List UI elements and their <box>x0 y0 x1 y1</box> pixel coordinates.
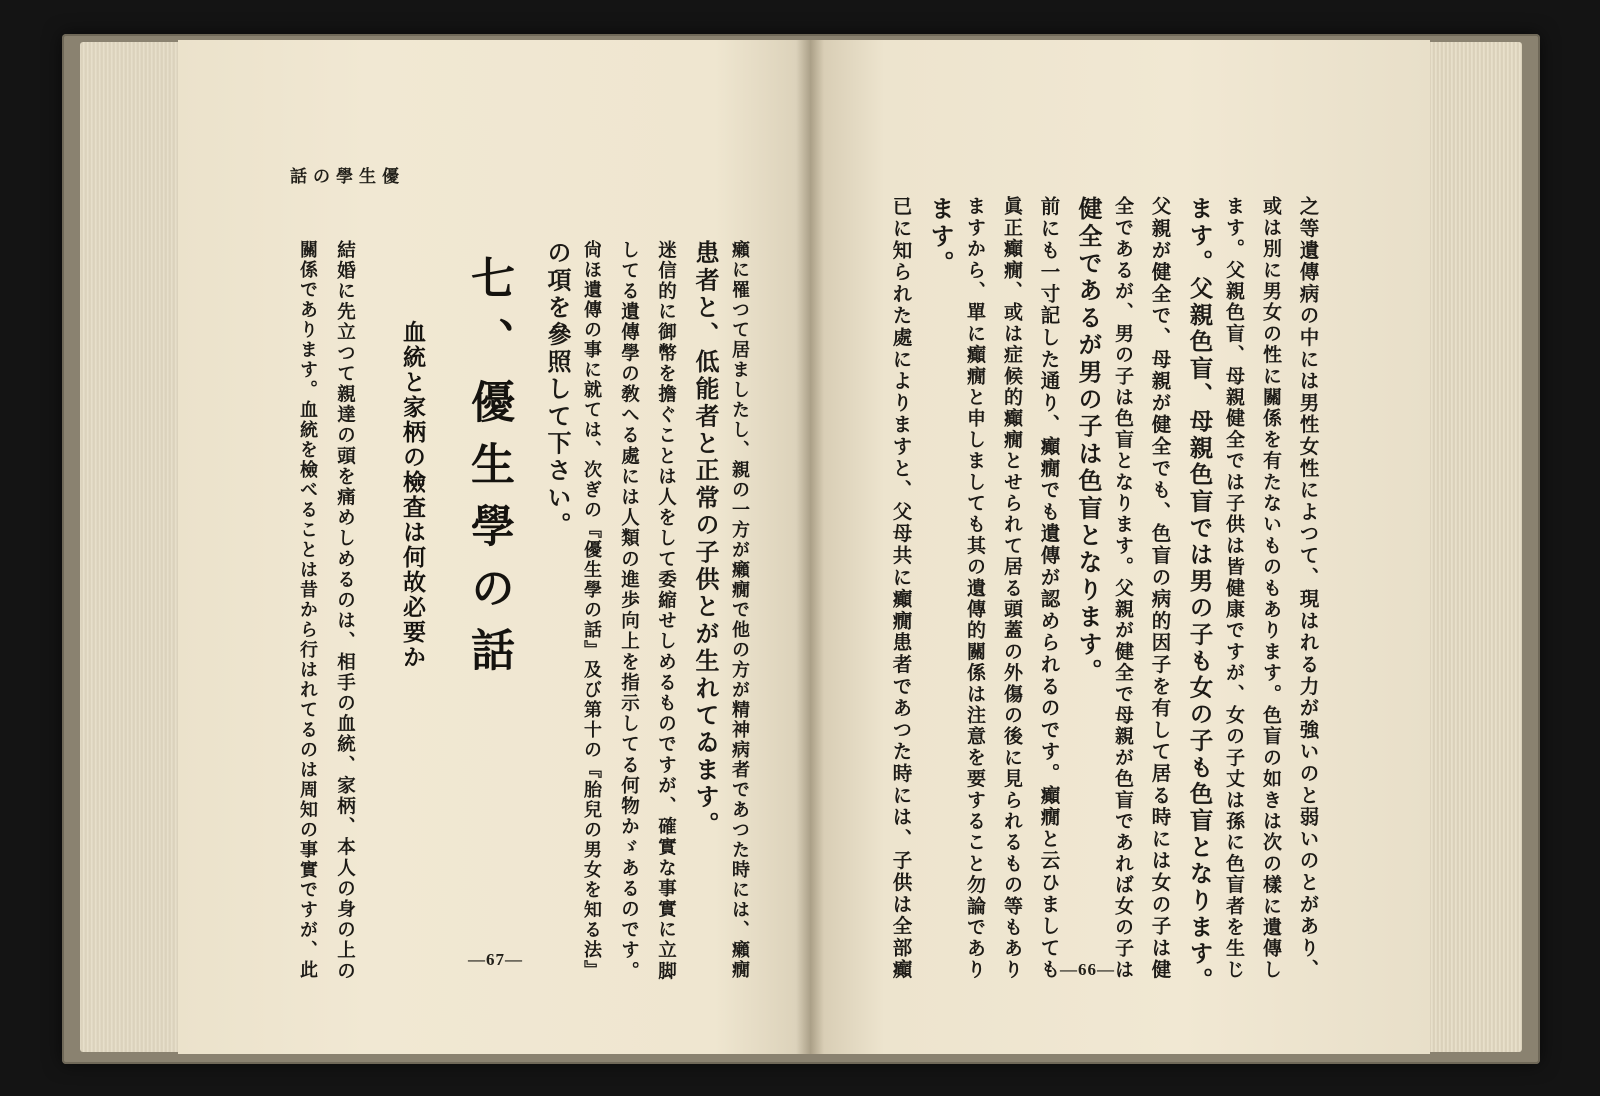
right-text-column: 或は別に男女の性に關係を有たないものもあります。色盲の如きは次の樣に遺傳し <box>1260 196 1282 981</box>
chapter-title: 七、優生學の話 <box>463 255 514 689</box>
running-header: 話の學生優 <box>290 167 405 187</box>
page-number-right: —66— <box>1060 960 1115 979</box>
book-gutter <box>796 40 824 1054</box>
right-text-column: ます。父親色盲、母親色盲では男の子も女の子も色盲となります。 <box>1185 196 1214 994</box>
section-subtitle: 血統と家柄の檢査は何故必要か <box>399 320 426 670</box>
left-text-column: 患者と、低能者と正常の子供とが生れてゐます。 <box>691 240 720 839</box>
right-text-column: 前にも一寸記した通り、癲癇でも遺傳が認められるのです。癲癇と云ひましても <box>1037 196 1061 981</box>
left-text-column: 尙ほ遺傳の事に就ては、次ぎの『優生學の話』及び第十の『胎兒の男女を知る法』 <box>581 240 602 980</box>
left-text-column: 癩に罹つて居ましたし、親の一方が癩癇で他の方が精神病者であつた時には、癩癇 <box>729 240 750 980</box>
right-text-column: 之等遺傳病の中には男性女性によつて、現はれる力が強いのと弱いのとがあり、 <box>1296 196 1320 981</box>
right-text-column: ます。 <box>926 196 955 278</box>
left-text-column: 關係であります。血統を檢べることは昔から行はれてるのは周知の事實ですが、此 <box>297 240 318 980</box>
page-edges-left <box>80 42 188 1052</box>
right-text-column: 眞正癲癇、或は症候的癲癇とせられて居る頭蓋の外傷の後に見られるもの等もあり <box>1001 196 1023 981</box>
page-number-left: —67— <box>468 950 523 969</box>
right-text-column: 全であるが、男の子は色盲となります。父親が健全で母親が色盲であれば女の子は <box>1112 196 1134 981</box>
right-text-column: 父親が健全で、母親が健全でも、色盲の病的因子を有して居る時には女の子は健 <box>1148 196 1172 981</box>
right-text-column: 健全であるが男の子は色盲となります。 <box>1074 196 1103 686</box>
right-text-column: ます。父親色盲、母親健全では子供は皆健康ですが、女の子丈は孫に色盲者を生じ <box>1223 196 1245 981</box>
left-text-column: 結婚に先立つて親達の頭を痛めしめるのは、相手の血統、家柄、本人の身の上の <box>334 240 356 982</box>
right-text-column: 已に知られた處によりますと、父母共に癲癇患者であつた時には、子供は全部癲 <box>889 196 913 981</box>
left-text-column: してる遺傳學の敎へる處には人類の進歩向上を指示してる何物かゞあるのです。 <box>618 240 640 982</box>
right-text-column: ますから、單に癲癇と申しましても其の遺傳的關係は注意を要すること勿論であり <box>964 196 986 981</box>
left-text-column: の項を參照して下さい。 <box>543 240 572 540</box>
left-text-column: 迷信的に御幣を擔ぐことは人をして委縮せしめるものですが、確實な事實に立脚 <box>655 240 677 982</box>
page-edges-right <box>1420 42 1522 1052</box>
